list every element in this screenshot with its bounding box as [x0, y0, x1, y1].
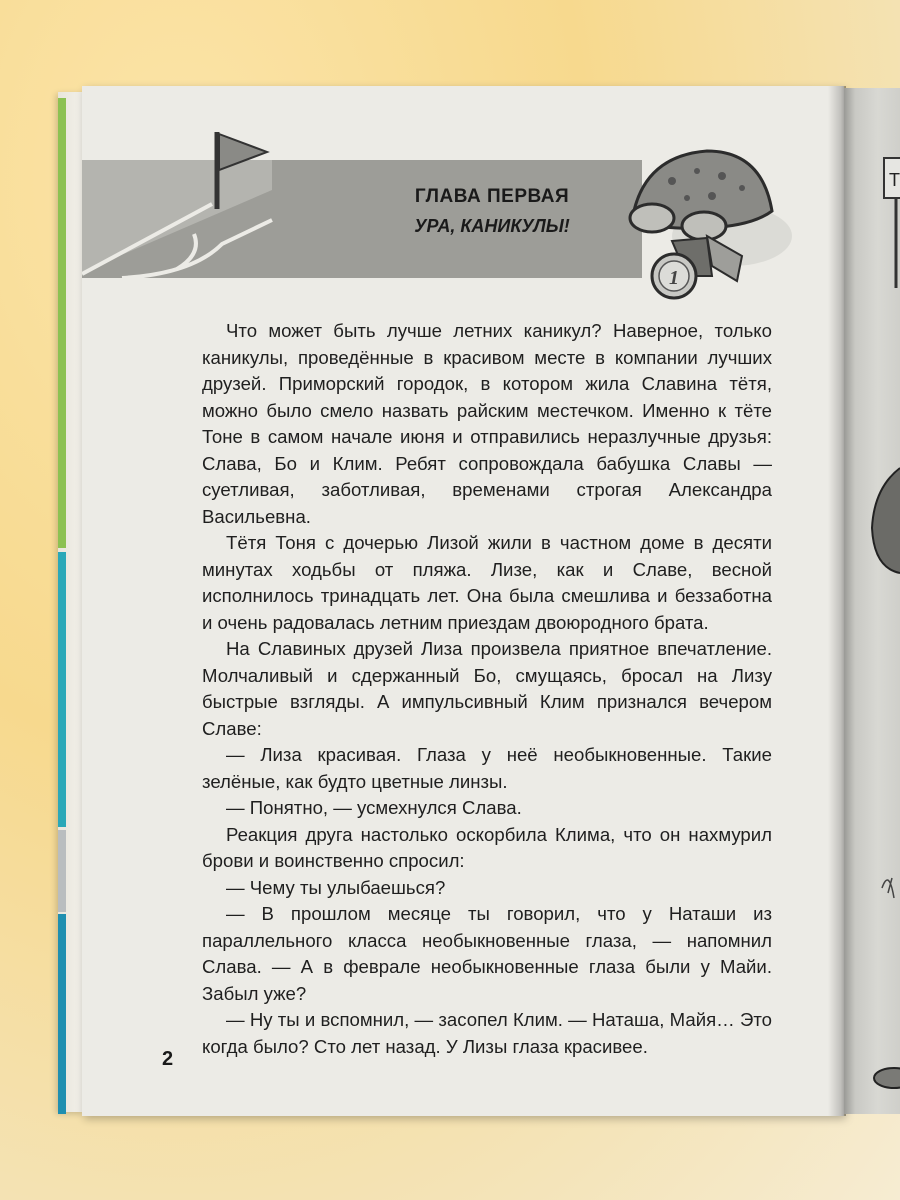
signpost-letter: Т — [889, 170, 900, 190]
paragraph: На Славиных друзей Лиза произвела приятное впечатление. Молчаливый и сдержанный Бо, смущаясь, бросал на Лизу быстрые взгляды. А импульсивный Клим признался вечером Славе: — [202, 638, 772, 739]
right-page-drawing — [844, 88, 900, 1114]
paragraph: — Понятно, — усмехнулся Слава. — [226, 797, 522, 818]
paragraph: — В прошлом месяце ты говорил, что у Наташи из параллельного класса необыкновенные глаза, — напомнил Слава. — А в феврале необыкновенные глаза были у Майи. Забыл уже? — [202, 903, 772, 1004]
paragraph: Реакция друга настолько оскорбила Клима, что он нахмурил брови и воинственно спросил: — [202, 823, 772, 871]
page-edge — [58, 92, 84, 1112]
chapter-subtitle: УРА, КАНИКУЛЫ! — [414, 216, 570, 236]
edge-stripe-teal — [58, 552, 66, 827]
swim-cap-medal-illustration — [612, 126, 792, 301]
body-text — [202, 318, 772, 1060]
open-book — [58, 86, 900, 1116]
paragraph: — Ну ты и вспомнил, — засопел Клим. — Наташа, Майя… Это когда было? Сто лет назад. У Лизы глаза красивее. — [202, 1009, 772, 1057]
paragraph: Что может быть лучше летних каникул? Наверное, только каникулы, проведённые в красивом месте в компании лучших друзей. Приморский городок, в котором жила Славина тётя, можно было смело назвать райским местечком. Именно к тёте Тоне в самом начале июня и отправились неразлучные друзья: Слава, Бо и Клим. Ребят сопровождала бабушка Славы — суетливая, заботливая, временами строгая Александра Васильевна. — [202, 320, 772, 527]
corner-flag-illustration — [82, 124, 282, 284]
right-page-illustration — [844, 88, 900, 1114]
page-number: 2 — [162, 1048, 174, 1070]
paragraph: — Чему ты улыбаешься? — [226, 876, 446, 898]
paragraph: Тётя Тоня с дочерью Лизой жили в частном доме в десяти минутах ходьбы от пляжа. Лизе, как и Славе, весной исполнилось тринадцать лет. Она была смешлива и беззаботна и очень радовалась летним приездам двоюродного брата. — [202, 532, 772, 633]
paragraph: — Лиза красивая. Глаза у неё необыкновенные. Такие зелёные, как будто цветные линзы. — [202, 744, 772, 792]
medal-number: 1 — [669, 267, 679, 289]
edge-stripe-green — [58, 98, 66, 548]
edge-stripe-gray — [58, 830, 66, 912]
edge-stripe-blue — [58, 914, 66, 1114]
left-page — [82, 86, 844, 1116]
chapter-title: ГЛАВА ПЕРВАЯ — [414, 186, 570, 207]
